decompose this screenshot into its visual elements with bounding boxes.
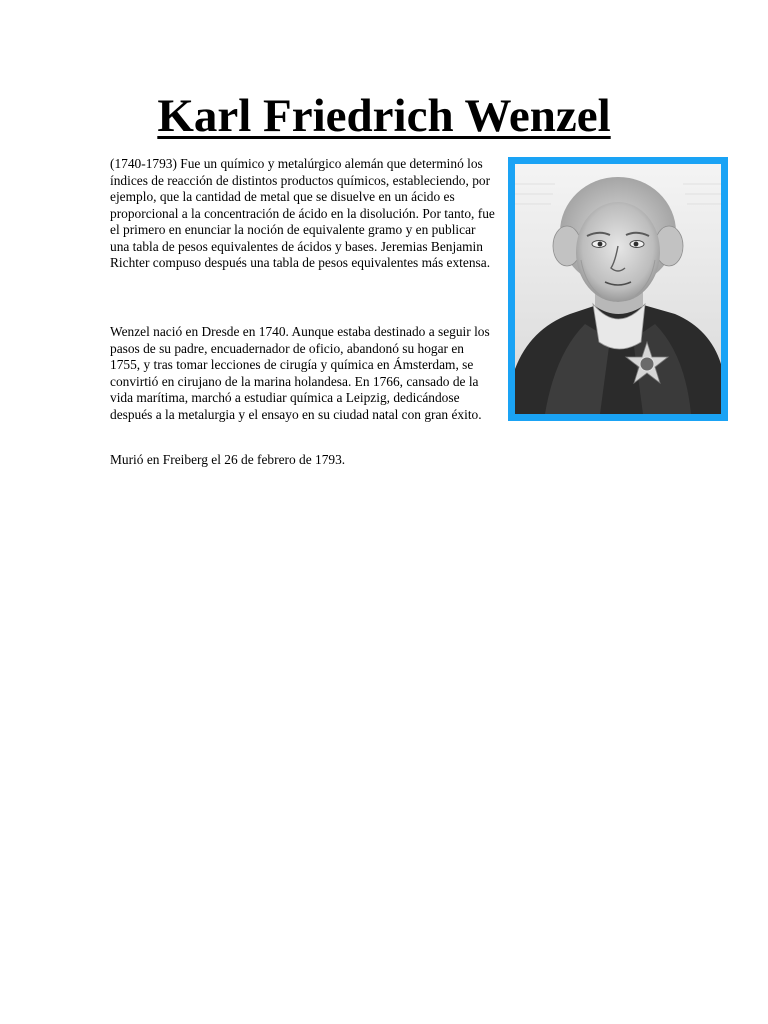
portrait-image (508, 157, 728, 421)
document-title: Karl Friedrich Wenzel (157, 90, 611, 142)
portrait-engraving (515, 164, 721, 414)
paragraph-intro: (1740-1793) Fue un químico y metalúrgico alemán que determinó los índices de reacción de distintos productos químicos, estableciendo, por ejemplo, que la cantidad de metal que se disuelve en un ácido es proporcional a la concentración de ácido en la disolución. Por tanto, fue el primero en enunciar la noción de equivalente gramo y en publicar una tabla de pesos equivalentes de ácidos y bases. Jeremias Benjamin Richter compuso después una tabla de pesos equivalentes más extensa. (110, 156, 495, 270)
paragraph-death: Murió en Freiberg el 26 de febrero de 1793. (110, 452, 346, 467)
paragraph-biography: Wenzel nació en Dresde en 1740. Aunque estaba destinado a seguir los pasos de su padre, encuadernador de oficio, abandonó su hogar en 1755, y tras tomar lecciones de cirugía y química en Ámsterdam, se convirtió en cirujano de la marina holandesa. En 1766, cansado de la vida marítima, marchó a estudiar química a Leipzig, dedicándose después a la metalurgia y el ensayo en su ciudad natal con gran éxito. (110, 324, 490, 422)
